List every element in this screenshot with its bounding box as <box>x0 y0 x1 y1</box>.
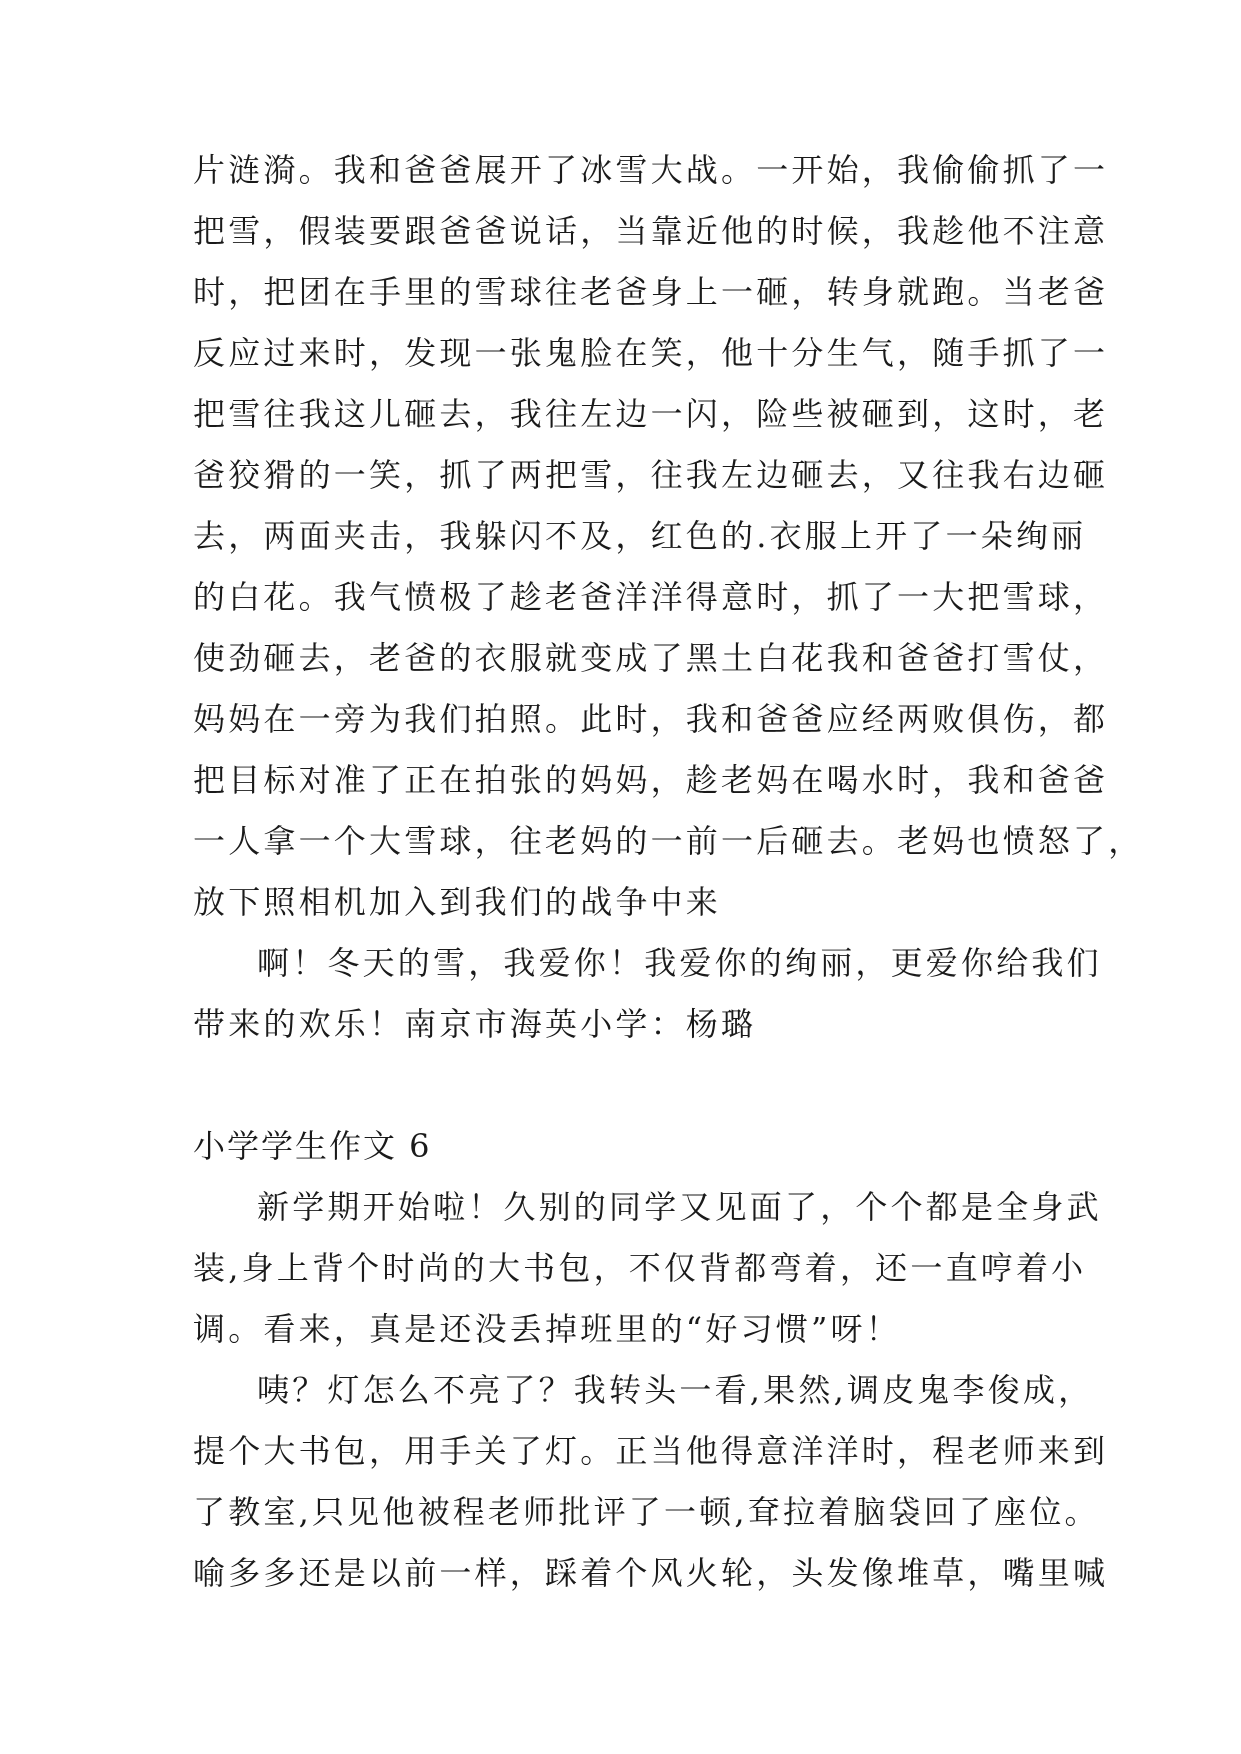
text-line: 喻多多还是以前一样，踩着个风火轮，头发像堆草，嘴里喊 <box>193 1554 1109 1592</box>
text-line: 装,身上背个时尚的大书包，不仅背都弯着，还一直哼着小 <box>193 1249 1087 1287</box>
text-line: 爸狡猾的一笑，抓了两把雪，往我左边砸去，又往我右边砸 <box>193 456 1109 494</box>
text-line: 使劲砸去，老爸的衣服就变成了黑土白花我和爸爸打雪仗， <box>193 639 1109 677</box>
text-line: 新学期开始啦！久别的同学又见面了，个个都是全身武 <box>257 1188 1102 1226</box>
essay-heading: 小学学生作文 6 <box>193 1127 432 1165</box>
text-line: 放下照相机加入到我们的战争中来 <box>193 883 722 921</box>
text-line: 调。看来，真是还没丢掉班里的“好习惯”呀！ <box>193 1310 901 1348</box>
essay-5-paragraph-snowball-fight <box>193 140 1144 933</box>
text-line: 啊！冬天的雪，我爱你！我爱你的绚丽，更爱你给我们 <box>257 944 1102 982</box>
text-line: 带来的欢乐！南京市海英小学：杨璐 <box>193 1005 757 1043</box>
text-line: 咦？灯怎么不亮了？我转头一看,果然,调皮鬼李俊成， <box>257 1371 1094 1409</box>
essay-6-paragraph-new-term <box>193 1177 1102 1360</box>
text-line: 去，两面夹击，我躲闪不及，红色的.衣服上开了一朵绚丽 <box>193 517 1087 555</box>
text-line: 片涟漪。我和爸爸展开了冰雪大战。一开始，我偷偷抓了一 <box>193 151 1109 189</box>
section-spacer <box>193 1055 1063 1116</box>
text-line: 把目标对准了正在拍张的妈妈，趁老妈在喝水时，我和爸爸 <box>193 761 1109 799</box>
text-line: 妈妈在一旁为我们拍照。此时，我和爸爸应经两败俱伤，都 <box>193 700 1109 738</box>
document-page <box>193 140 1144 1604</box>
essay-5-paragraph-closing <box>193 933 1102 1055</box>
text-line: 时，把团在手里的雪球往老爸身上一砸，转身就跑。当老爸 <box>193 273 1109 311</box>
text-line: 的白花。我气愤极了趁老爸洋洋得意时，抓了一大把雪球， <box>193 578 1109 616</box>
text-line: 了教室,只见他被程老师批评了一顿,耷拉着脑袋回了座位。 <box>193 1493 1100 1531</box>
essay-6-paragraph-classroom <box>193 1360 1109 1604</box>
text-line: 一人拿一个大雪球，往老妈的一前一后砸去。老妈也愤怒了， <box>193 822 1144 860</box>
text-line: 把雪，假装要跟爸爸说话，当靠近他的时候，我趁他不注意 <box>193 212 1109 250</box>
text-line: 反应过来时，发现一张鬼脸在笑，他十分生气，随手抓了一 <box>193 334 1109 372</box>
text-line: 把雪往我这儿砸去，我往左边一闪，险些被砸到，这时，老 <box>193 395 1109 433</box>
text-line: 提个大书包，用手关了灯。正当他得意洋洋时，程老师来到 <box>193 1432 1109 1470</box>
